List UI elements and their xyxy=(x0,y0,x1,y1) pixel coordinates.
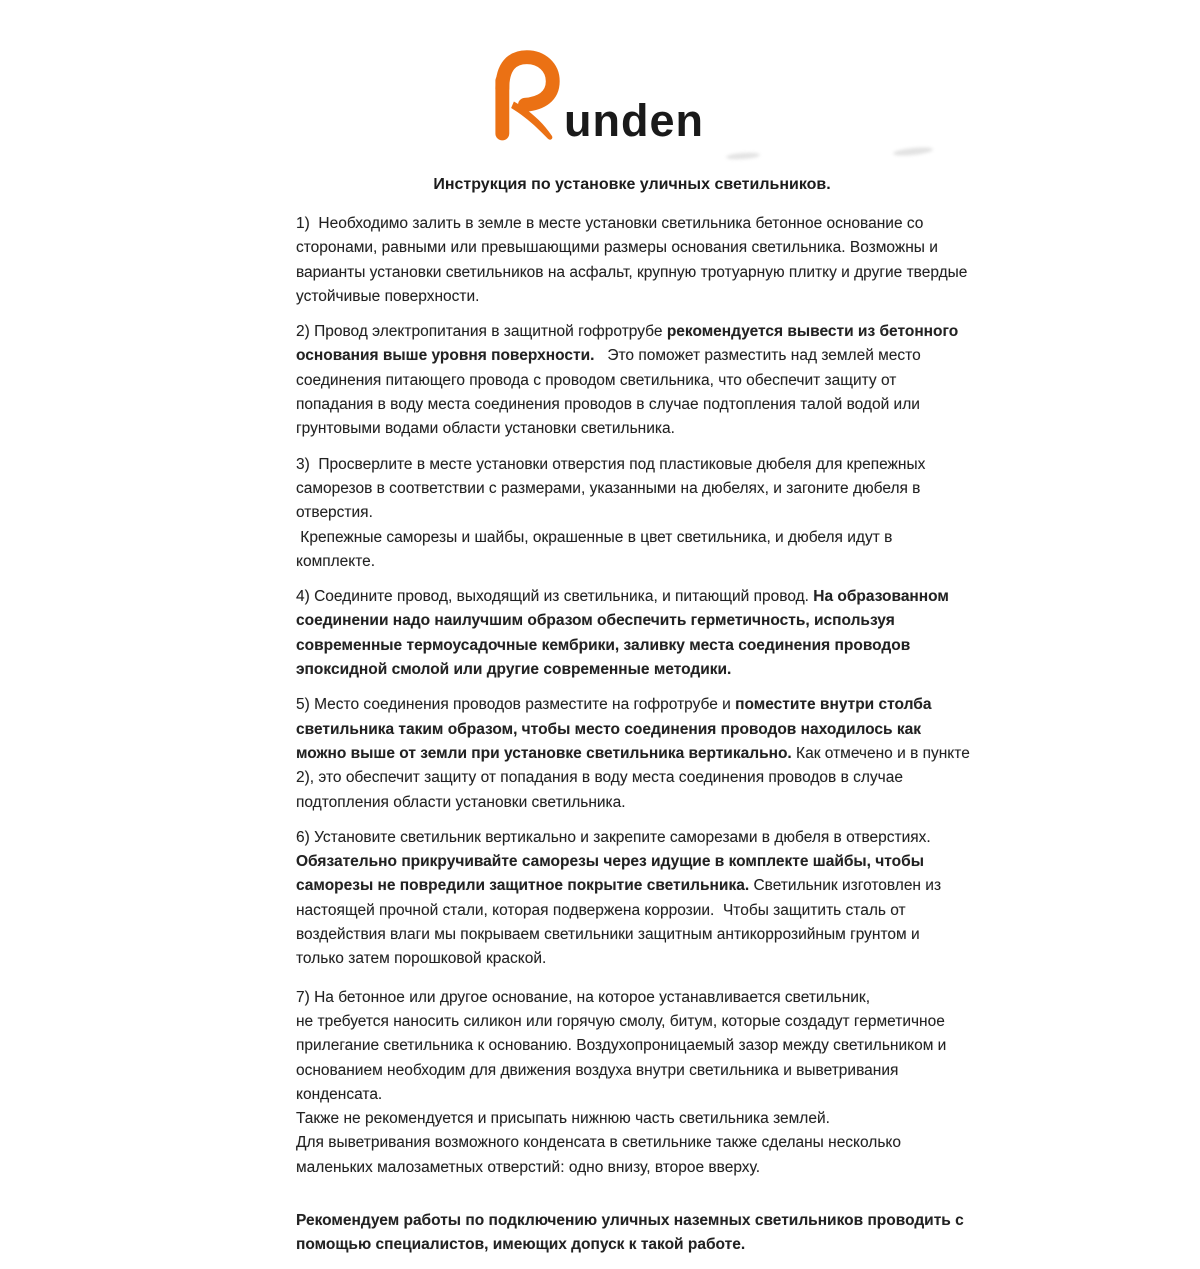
step-2-segment: Это поможет разместить над землей место соединения питающего провода с проводом светильника, что обеспечит защиту от попадания в воду места соединения проводов в случае подтопления талой водой или грунтовыми водами области установки светильника. xyxy=(296,347,921,438)
step-5-segment: Как отмечено и в пункте 2), это обеспечит защиту от попадания в воду места соединения проводов в случае подтопления области установки светильника. xyxy=(296,744,970,811)
step-3-segment: 3) Просверлите в месте установки отверстия под пластиковые дюбеля для крепежных саморезов в соответствии с размерами, указанными на дюбелях, и загоните дюбеля в отверстия. xyxy=(296,455,926,522)
step-3 xyxy=(296,453,970,574)
step-7-segment: не требуется наносить силикон или горячую смолу, битум, которые создадут герметичное прилегание светильника к основанию. Воздухопроницаемый зазор между светильником и основанием необходим для движения воздуха внутри светильника и выветривания конденсата. xyxy=(296,1012,947,1103)
step-2-segment: рекомендуется вывести из бетонного основания выше уровня поверхности. xyxy=(296,323,959,365)
step-6-segment: 6) Установите светильник вертикально и закрепите саморезами в дюбеля в отверстиях. xyxy=(296,828,931,846)
footer-recommendation xyxy=(296,1209,970,1258)
scan-smudge xyxy=(726,152,760,160)
step-5-segment: поместите внутри столба светильника таким образом, чтобы место соединения проводов находилось как можно выше от земли при установке светильника вертикально. xyxy=(296,696,932,762)
step-4-segment: 4) Соедините провод, выходящий из светильника, и питающий провод. xyxy=(296,588,814,606)
step-7-segment: 7) На бетонное или другое основание, на которое устанавливается светильник, xyxy=(296,988,871,1006)
step-6-segment: Светильник изготовлен из настоящей прочной стали, которая подвержена коррозии. Чтобы защитить сталь от воздействия влаги мы покрываем светильники защитным антикоррозийным грунтом и только затем порошковой краской. xyxy=(296,877,942,968)
step-2-segment: 2) Провод электропитания в защитной гофротрубе xyxy=(296,323,667,341)
scan-smudge xyxy=(893,146,934,157)
step-5-segment: 5) Место соединения проводов разместите на гофротрубе и xyxy=(296,696,736,714)
step-4 xyxy=(296,585,970,682)
step-7-segment: Для выветривания возможного конденсата в светильнике также сделаны несколько маленьких малозаметных отверстий: одно внизу, второе вверху. xyxy=(296,1134,901,1176)
step-4-segment: На образованном соединении надо наилучшим образом обеспечить герметичность, используя современные термоусадочные кембрики, заливку места соединения проводов эпоксидной смолой или другие современные методики. xyxy=(296,588,949,679)
step-2 xyxy=(296,320,970,441)
instructions-body xyxy=(296,212,970,1269)
step-5 xyxy=(296,693,970,814)
step-1-segment: 1) Необходимо залить в земле в месте установки светильника бетонное основание со сторонами, равными или превышающими размеры основания светильника. Возможны и варианты установки светильников на асфальт, крупную тротуарную плитку и другие твердые устойчивые поверхности. xyxy=(296,215,968,305)
step-7-segment: Также не рекомендуется и присыпать нижнюю часть светильника землей. xyxy=(296,1110,830,1128)
step-6-segment: Обязательно прикручивайте саморезы через идущие в комплекте шайбы, чтобы саморезы не повредили защитное покрытие светильника. xyxy=(296,853,924,895)
logo xyxy=(488,46,704,146)
step-7 xyxy=(296,986,970,1180)
step-1 xyxy=(296,212,970,309)
logo-pin-r-icon xyxy=(488,46,562,146)
step-6 xyxy=(296,826,970,972)
step-3-segment: Крепежные саморезы и шайбы, окрашенные в цвет светильника, и дюбеля идут в комплекте. xyxy=(296,528,893,570)
page-title: Инструкция по установке уличных светильников. xyxy=(433,176,831,193)
footer-recommendation-segment: Рекомендуем работы по подключению уличных наземных светильников проводить с помощью специалистов, имеющих допуск к такой работе. xyxy=(296,1211,964,1254)
brand-text: unden xyxy=(564,95,704,146)
